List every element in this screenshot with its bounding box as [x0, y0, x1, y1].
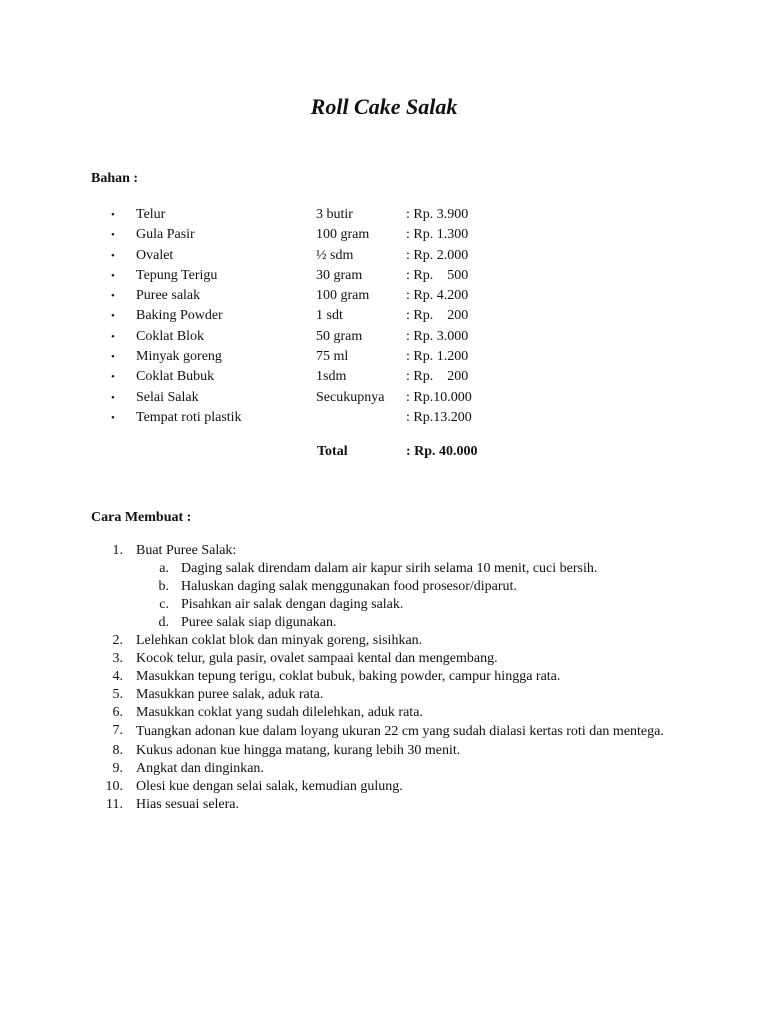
- ingredient-name: Gula Pasir: [136, 227, 195, 243]
- ingredient-row: [0, 286, 768, 306]
- step-number: 5.: [112, 687, 123, 702]
- substep-text: Pisahkan air salak dengan daging salak.: [181, 597, 404, 612]
- total-label: Total: [317, 444, 348, 459]
- ingredient-qty: 100 gram: [316, 227, 370, 243]
- ingredient-qty: 30 gram: [316, 267, 363, 283]
- substep-letter: a.: [159, 561, 169, 576]
- step-number: 4.: [112, 669, 123, 684]
- step-item: [0, 742, 768, 760]
- ingredient-row: [0, 367, 768, 387]
- ingredient-price: : Rp.13.200: [406, 409, 472, 425]
- ingredient-price: : Rp. 2.000: [406, 247, 469, 263]
- bullet-icon: •: [111, 269, 115, 282]
- ingredient-row: [0, 225, 768, 245]
- substep-item: [0, 614, 768, 632]
- step-text: Masukkan tepung terigu, coklat bubuk, baking powder, campur hingga rata.: [136, 669, 561, 684]
- step-text: Buat Puree Salak:: [136, 543, 237, 558]
- ingredient-row: [0, 327, 768, 347]
- ingredient-price: : Rp. 200: [406, 308, 469, 324]
- step-number: 10.: [105, 778, 123, 794]
- steps-list: [0, 542, 768, 814]
- ingredient-price: : Rp. 3.000: [406, 328, 469, 344]
- substep-text: Daging salak direndam dalam air kapur sirih selama 10 menit, cuci bersih.: [181, 561, 598, 576]
- substep-item: [0, 596, 768, 614]
- step-number: 1.: [112, 543, 123, 558]
- step-number: 6.: [112, 705, 123, 720]
- step-item: [0, 796, 768, 814]
- ingredient-qty: 75 ml: [316, 349, 349, 365]
- substep-letter: b.: [158, 579, 169, 594]
- substeps-list: [0, 560, 768, 632]
- step-item: [0, 686, 768, 704]
- ingredient-qty: 50 gram: [316, 328, 363, 344]
- ingredient-list: [0, 205, 768, 428]
- ingredient-price: : Rp. 1.200: [406, 349, 469, 365]
- ingredient-row: [0, 306, 768, 326]
- ingredient-row: [0, 205, 768, 225]
- ingredient-name: Telur: [136, 207, 166, 222]
- ingredient-row: [0, 388, 768, 408]
- step-text: Masukkan puree salak, aduk rata.: [136, 687, 324, 702]
- step-item: [0, 760, 768, 778]
- step-number: 7.: [112, 723, 123, 738]
- bullet-icon: •: [111, 229, 115, 242]
- ingredient-qty: 100 gram: [316, 288, 370, 304]
- ingredient-qty: ½ sdm: [316, 247, 354, 263]
- ingredient-row: [0, 347, 768, 367]
- substep-text: Haluskan daging salak menggunakan food prosesor/diparut.: [181, 579, 517, 594]
- ingredient-price: : Rp. 1.300: [406, 227, 469, 243]
- ingredient-name: Selai Salak: [136, 389, 199, 405]
- total-value: : Rp. 40.000: [406, 444, 478, 459]
- step-number: 9.: [112, 760, 123, 776]
- ingredient-row: [0, 246, 768, 266]
- step-item: [0, 778, 768, 796]
- step-item: [0, 650, 768, 668]
- substep-item: [0, 560, 768, 578]
- step-number: 8.: [112, 742, 123, 758]
- step-item: [0, 668, 768, 686]
- total-row: [0, 442, 768, 462]
- ingredient-name: Coklat Bubuk: [136, 369, 215, 385]
- ingredient-qty: 1 sdt: [316, 308, 343, 324]
- bullet-icon: •: [111, 310, 115, 323]
- ingredient-price: : Rp.10.000: [406, 389, 472, 405]
- step-number: 2.: [112, 633, 123, 648]
- ingredient-name: Puree salak: [136, 288, 201, 304]
- substep-text: Puree salak siap digunakan.: [181, 615, 337, 630]
- ingredient-price: : Rp. 3.900: [406, 207, 469, 222]
- ingredient-qty: 3 butir: [316, 207, 353, 222]
- ingredient-name: Baking Powder: [136, 308, 223, 324]
- cara-heading: Cara Membuat :: [91, 510, 192, 525]
- step-text: Tuangkan adonan kue dalam loyang ukuran 22 cm yang sudah dialasi kertas roti dan mentega.: [136, 724, 664, 739]
- bullet-icon: •: [111, 391, 115, 404]
- ingredient-row: [0, 266, 768, 286]
- ingredient-name: Ovalet: [136, 247, 174, 263]
- bullet-icon: •: [111, 371, 115, 384]
- step-item: [0, 632, 768, 650]
- substep-item: [0, 578, 768, 596]
- step-text: Masukkan coklat yang sudah dilelehkan, aduk rata.: [136, 705, 423, 720]
- step-item: [0, 722, 768, 742]
- ingredient-price: : Rp. 200: [406, 369, 469, 385]
- step-number: 11.: [106, 796, 123, 812]
- step-item: [0, 704, 768, 722]
- bullet-icon: •: [111, 290, 115, 303]
- step-text: Kocok telur, gula pasir, ovalet sampaai kental dan mengembang.: [136, 651, 498, 666]
- step-text: Angkat dan dinginkan.: [136, 760, 264, 776]
- substep-letter: d.: [158, 615, 169, 630]
- step-text: Kukus adonan kue hingga matang, kurang lebih 30 menit.: [136, 742, 461, 758]
- ingredient-price: : Rp. 4.200: [406, 288, 469, 304]
- step-text: Olesi kue dengan selai salak, kemudian gulung.: [136, 778, 403, 794]
- ingredient-qty: Secukupnya: [316, 389, 385, 405]
- bullet-icon: •: [111, 209, 115, 221]
- step-text: Hias sesuai selera.: [136, 796, 240, 812]
- bullet-icon: •: [111, 249, 115, 262]
- bullet-icon: •: [111, 330, 115, 343]
- ingredient-row: [0, 408, 768, 428]
- bullet-icon: •: [111, 411, 115, 424]
- ingredient-qty: 1sdm: [316, 369, 347, 385]
- step-text: Lelehkan coklat blok dan minyak goreng, sisihkan.: [136, 633, 423, 648]
- bullet-icon: •: [111, 351, 115, 364]
- ingredient-name: Tepung Terigu: [136, 267, 218, 283]
- substep-letter: c.: [159, 597, 169, 612]
- ingredient-name: Tempat roti plastik: [136, 409, 242, 425]
- bahan-heading: Bahan :: [91, 171, 139, 186]
- step-item: [0, 542, 768, 560]
- ingredient-price: : Rp. 500: [406, 267, 469, 283]
- ingredient-name: Minyak goreng: [136, 349, 222, 365]
- ingredient-name: Coklat Blok: [136, 328, 205, 344]
- document-title: Roll Cake Salak: [310, 94, 458, 119]
- step-number: 3.: [112, 651, 123, 666]
